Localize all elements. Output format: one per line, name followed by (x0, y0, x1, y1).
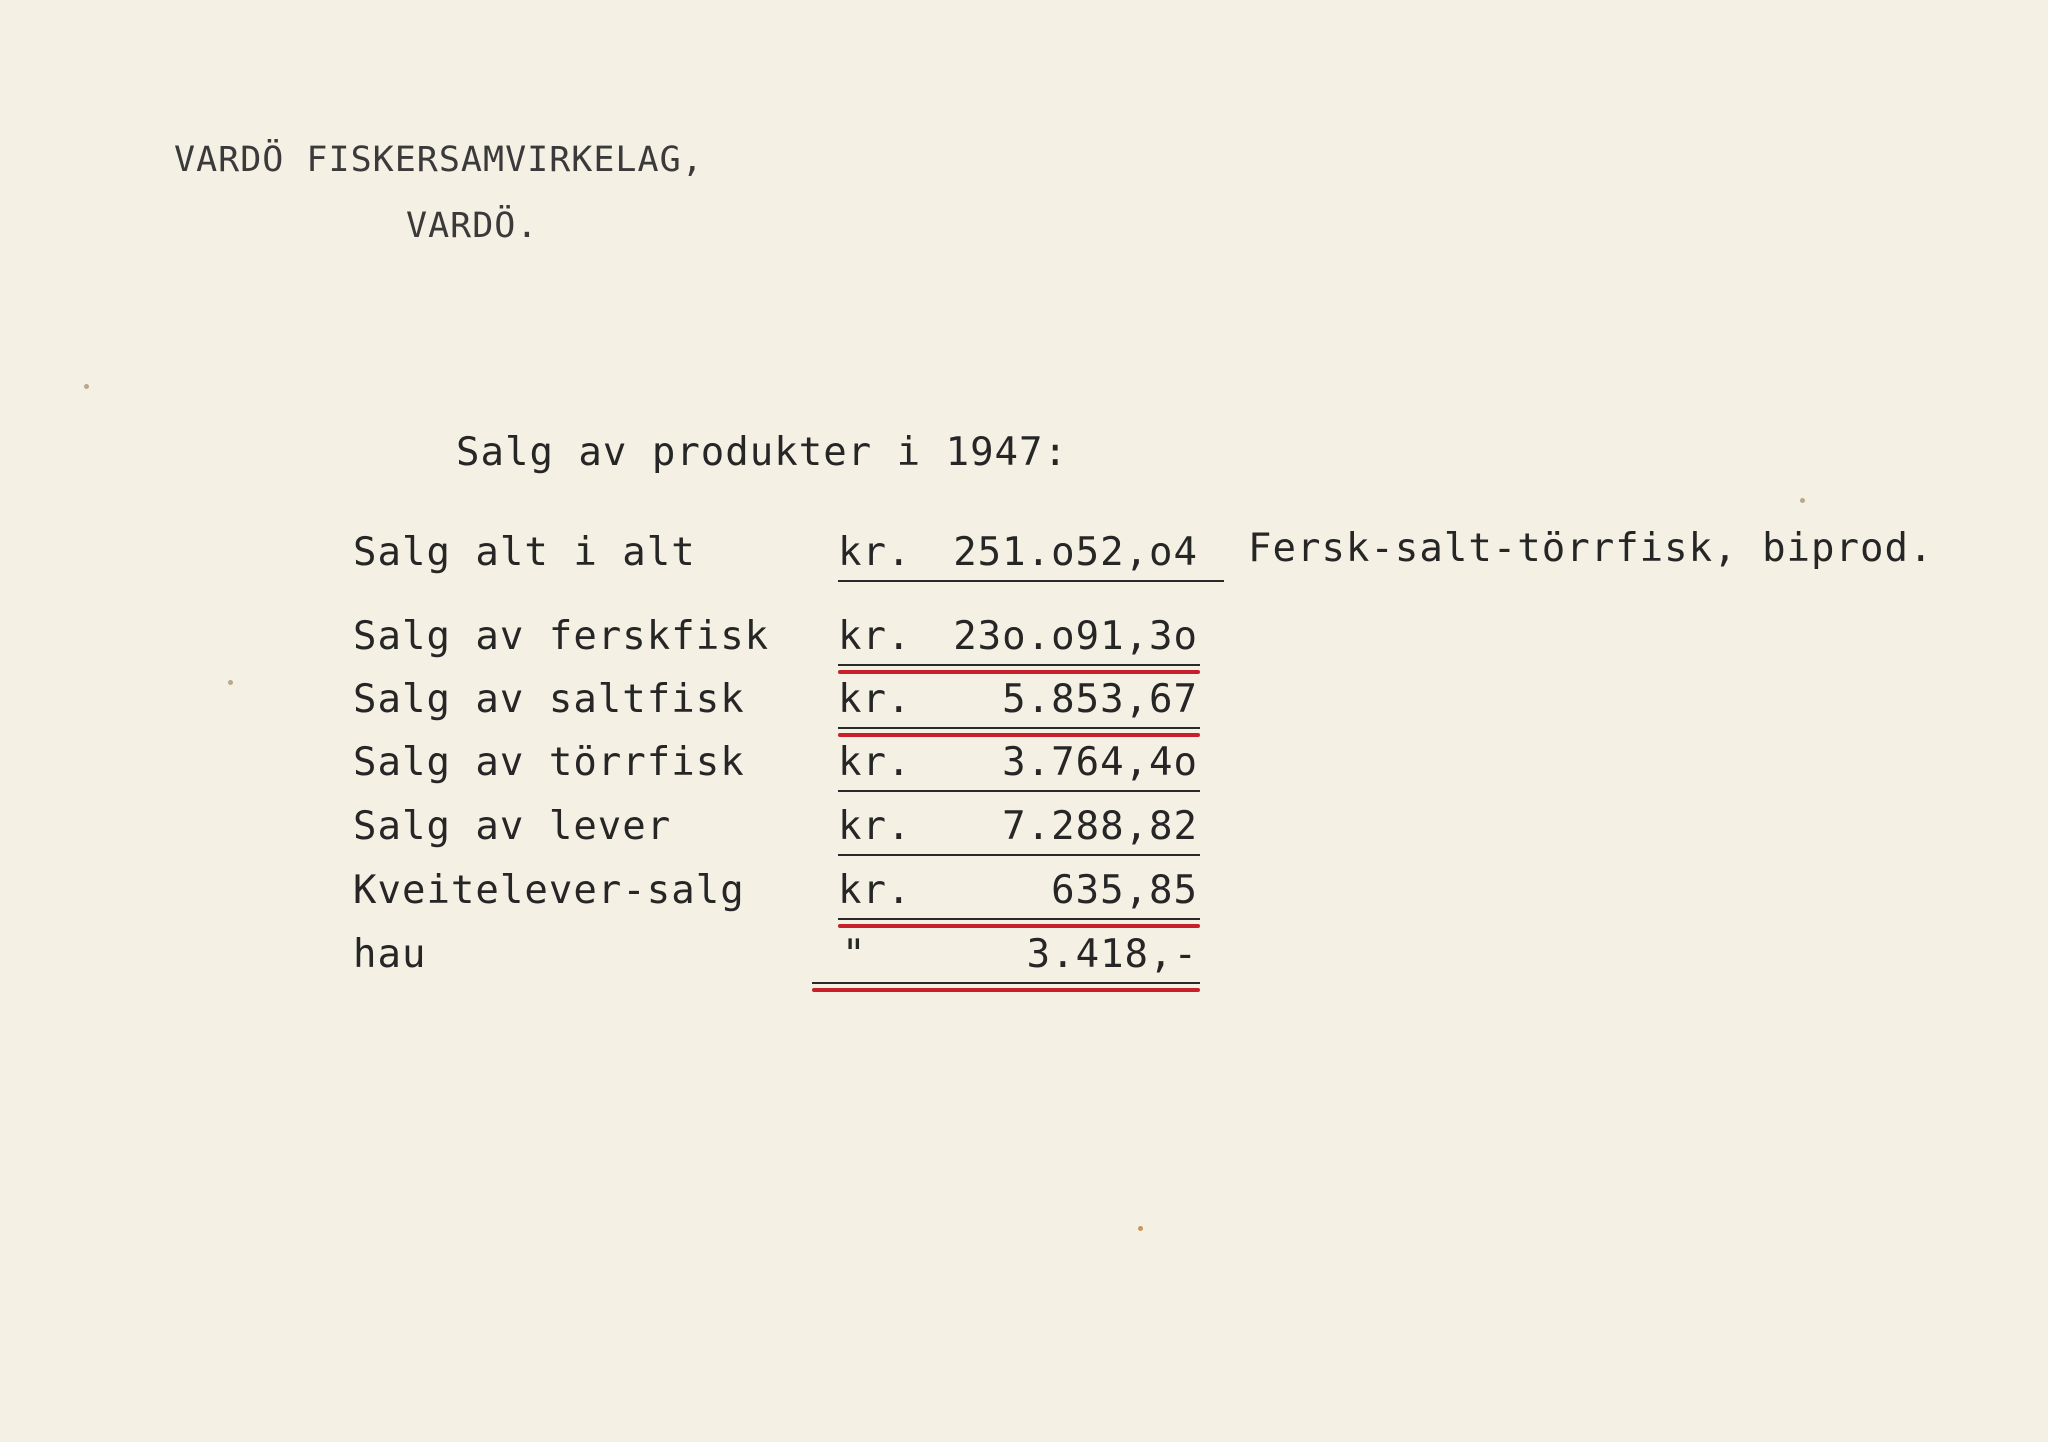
row-currency: kr. (838, 614, 912, 659)
row-value: 251.o52,o4 (953, 530, 1198, 575)
paper-speck (228, 680, 233, 685)
row-currency: " (842, 932, 867, 977)
row-amount (838, 740, 1198, 785)
row-value: 5.853,67 (1002, 677, 1198, 722)
paper-speck (1138, 1226, 1143, 1231)
amount-underline (838, 918, 1200, 920)
row-currency: kr. (838, 804, 912, 849)
amount-red-underline (838, 670, 1200, 674)
section-title: Salg av produkter i 1947: (456, 430, 1068, 475)
sales-row-total (0, 526, 2048, 590)
row-amount (838, 614, 1198, 659)
row-label: Salg av törrfisk (353, 740, 745, 785)
row-label: Salg alt i alt (353, 530, 696, 575)
row-label: Kveitelever-salg (353, 868, 745, 913)
row-value: 23o.o91,3o (953, 614, 1198, 659)
organization-town: VARDÖ. (406, 206, 539, 246)
row-currency: kr. (838, 868, 912, 913)
row-currency: kr. (838, 677, 912, 722)
row-amount (812, 932, 1198, 977)
row-value: 3.418,- (1026, 932, 1198, 977)
amount-underline (838, 854, 1200, 856)
sales-row-lever (0, 804, 2048, 864)
row-amount (838, 677, 1198, 722)
sales-row-ferskfisk (0, 614, 2048, 674)
row-currency: kr. (838, 530, 912, 575)
amount-red-underline (838, 924, 1200, 928)
sales-row-torrfisk (0, 740, 2048, 800)
row-amount (838, 804, 1198, 849)
organization-name: VARDÖ FISKERSAMVIRKELAG, (174, 140, 704, 180)
amount-underline (838, 580, 1224, 582)
amount-underline (838, 664, 1200, 666)
amount-underline (812, 982, 1200, 984)
sales-row-saltfisk (0, 677, 2048, 737)
sales-row-hau (0, 932, 2048, 992)
row-value: 3.764,4o (1002, 740, 1198, 785)
row-currency: kr. (838, 740, 912, 785)
amount-red-underline (838, 733, 1200, 737)
amount-underline (838, 790, 1200, 792)
row-label: Salg av lever (353, 804, 672, 849)
row-amount (838, 868, 1198, 913)
amount-underline (838, 727, 1200, 729)
paper-speck (84, 384, 89, 389)
row-amount (838, 530, 1198, 575)
row-value: 635,85 (1051, 868, 1198, 913)
row-note: Fersk-salt-törrfisk, biprod. (1248, 526, 1934, 571)
row-label: hau (353, 932, 427, 977)
sales-row-kveitelever (0, 868, 2048, 928)
row-label: Salg av ferskfisk (353, 614, 770, 659)
paper-speck (1800, 498, 1805, 503)
row-label: Salg av saltfisk (353, 677, 745, 722)
amount-red-underline (812, 988, 1200, 992)
row-value: 7.288,82 (1002, 804, 1198, 849)
